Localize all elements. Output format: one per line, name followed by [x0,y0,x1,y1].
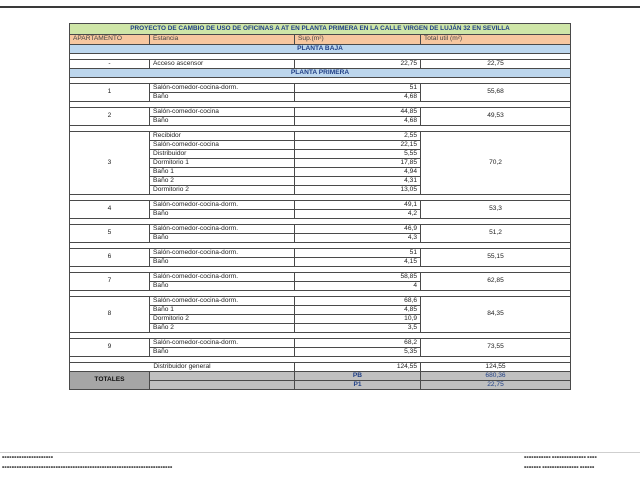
table-row [70,132,571,141]
room-name-cell: Salón-comedor-cocina-dorm. [150,297,295,306]
distribuidor-sup: 124,55 [295,363,421,372]
apartment-number-cell: 6 [70,249,150,267]
table-row [70,297,571,306]
room-name-cell: Salón-comedor-cocina-dorm. [150,225,295,234]
baja-apartment-cell: - [70,60,150,69]
totales-pb-label-cell [150,372,295,381]
room-surface-cell: 10,9 [295,315,421,324]
room-surface-cell: 13,05 [295,186,421,195]
table-row [70,201,571,210]
apartment-number-cell: 5 [70,225,150,243]
baja-total-cell: 22,75 [421,60,571,69]
room-name-cell: Salón-comedor-cocina [150,141,295,150]
room-surface-cell: 4,31 [295,177,421,186]
totales-pb-label: PB [295,372,421,381]
apartment-total-cell: 53,3 [421,201,571,219]
totals-row-pb [70,372,571,381]
room-name-cell: Salón-comedor-cocina-dorm. [150,249,295,258]
apartment-total-cell: 55,68 [421,84,571,102]
totales-p1-value: 22,75 [421,381,571,390]
room-name-cell: Dormitorio 2 [150,315,295,324]
room-surface-cell: 4 [295,282,421,291]
section-planta-baja: PLANTA BAJA [70,45,571,54]
room-name-cell: Baño 2 [150,177,295,186]
baja-sup-cell: 22,75 [295,60,421,69]
room-name-cell: Salón-comedor-cocina-dorm. [150,201,295,210]
room-surface-cell: 5,55 [295,150,421,159]
apartment-total-cell: 51,2 [421,225,571,243]
room-surface-cell: 4,2 [295,210,421,219]
apartment-total-cell: 73,55 [421,339,571,357]
apartment-number-cell: 3 [70,132,150,195]
table-row [70,339,571,348]
room-surface-cell: 3,5 [295,324,421,333]
apartment-number-cell: 4 [70,201,150,219]
room-name-cell: Baño [150,348,295,357]
apartment-total-cell: 84,35 [421,297,571,333]
table-row [70,84,571,93]
footer-divider [0,452,640,453]
table-row [70,249,571,258]
apartment-number-cell: 9 [70,339,150,357]
table-row [70,108,571,117]
top-border-line [0,6,640,8]
apartment-number-cell: 8 [70,297,150,333]
room-surface-cell: 4,3 [295,234,421,243]
room-surface-cell: 22,15 [295,141,421,150]
room-surface-cell: 46,9 [295,225,421,234]
room-name-cell: Baño 2 [150,324,295,333]
room-name-cell: Dormitorio 1 [150,159,295,168]
room-surface-cell: 2,55 [295,132,421,141]
table-row [70,273,571,282]
room-surface-cell: 4,68 [295,117,421,126]
header-estancia: Estancia [150,35,295,45]
room-name-cell: Baño [150,117,295,126]
apartment-total-cell: 49,53 [421,108,571,126]
room-surface-cell: 17,85 [295,159,421,168]
totales-label: TOTALES [70,372,150,390]
room-name-cell: Salón-comedor-cocina-dorm. [150,84,295,93]
distribuidor-total: 124,55 [421,363,571,372]
room-name-cell: Salón-comedor-cocina-dorm. [150,273,295,282]
section-planta-primera: PLANTA PRIMERA [70,69,571,78]
room-name-cell: Recibidor [150,132,295,141]
apartment-number-cell: 2 [70,108,150,126]
totales-p1-label-cell [150,381,295,390]
room-surface-cell: 51 [295,84,421,93]
room-name-cell: Distribuidor [150,150,295,159]
room-surface-cell: 49,1 [295,201,421,210]
baja-estancia-cell: Acceso ascensor [150,60,295,69]
room-name-cell: Baño [150,93,295,102]
room-surface-cell: 4,68 [295,93,421,102]
room-surface-cell: 4,15 [295,258,421,267]
table-title: PROYECTO DE CAMBIO DE USO DE OFICINAS A AT EN PLANTA PRIMERA EN LA CALLE VIRGEN DE LUJÁN 32 EN SEVILLA [70,24,571,35]
apartment-total-cell: 55,15 [421,249,571,267]
room-name-cell: Salón-comedor-cocina-dorm. [150,339,295,348]
room-name-cell: Baño [150,210,295,219]
apartment-total-cell: 62,85 [421,273,571,291]
totales-p1-label: P1 [295,381,421,390]
room-surface-cell: 4,85 [295,306,421,315]
surface-table [69,23,571,390]
apartment-total-cell: 70,2 [421,132,571,195]
distribuidor-label: Distribuidor general [70,363,295,372]
room-surface-cell: 58,85 [295,273,421,282]
room-name-cell: Dormitorio 2 [150,186,295,195]
room-surface-cell: 44,85 [295,108,421,117]
room-name-cell: Salón-comedor-cocina [150,108,295,117]
room-name-cell: Baño 1 [150,306,295,315]
room-surface-cell: 5,35 [295,348,421,357]
room-surface-cell: 51 [295,249,421,258]
apartment-number-cell: 7 [70,273,150,291]
apartment-number-cell: 1 [70,84,150,102]
room-name-cell: Baño [150,282,295,291]
room-surface-cell: 68,6 [295,297,421,306]
room-surface-cell: 4,94 [295,168,421,177]
header-apartamento: APARTAMENTO [70,35,150,45]
room-name-cell: Baño [150,234,295,243]
header-total-util: Total util (m²) [421,35,571,45]
surface-table-sheet [69,23,570,390]
distribuidor-row [70,363,571,372]
room-name-cell: Baño [150,258,295,267]
room-surface-cell: 68,2 [295,339,421,348]
header-superficie: Sup.(m²) [295,35,421,45]
table-row [70,225,571,234]
totales-pb-value: 680,36 [421,372,571,381]
room-name-cell: Baño 1 [150,168,295,177]
